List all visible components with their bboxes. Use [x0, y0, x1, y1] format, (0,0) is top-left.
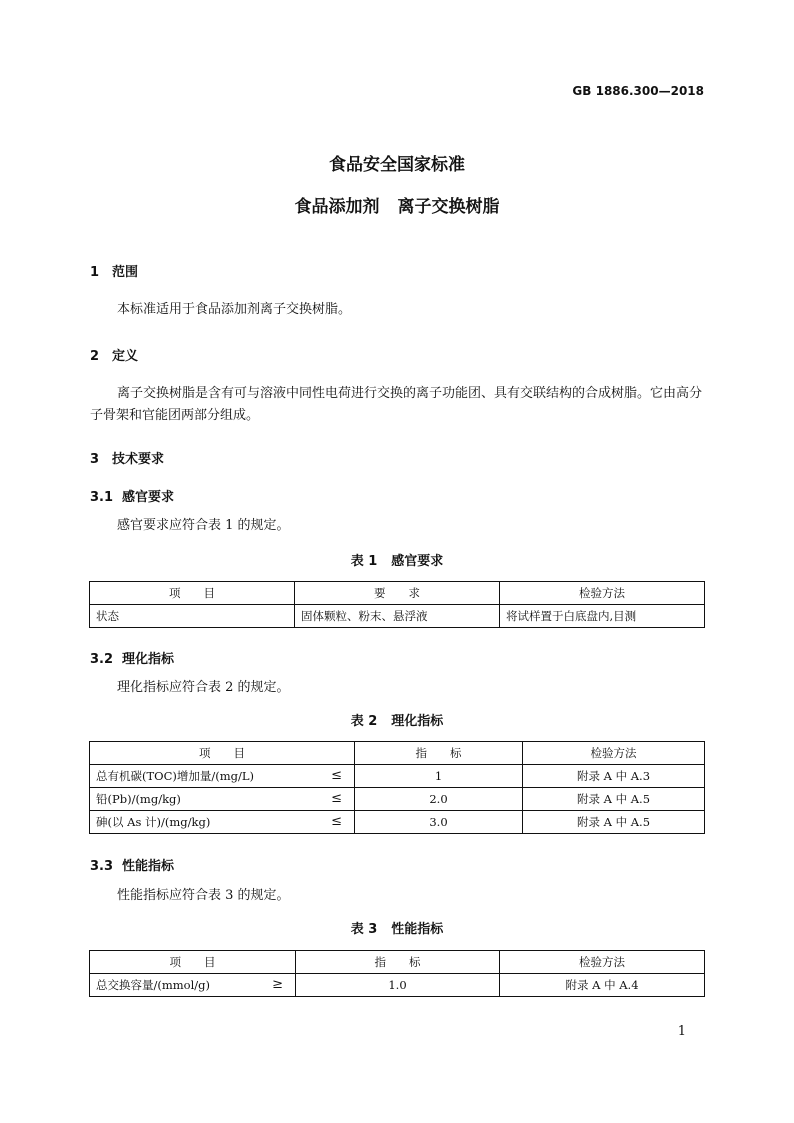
column-header: 指 标 [296, 951, 500, 974]
cell-item [90, 974, 296, 997]
table-row [90, 788, 705, 811]
section-3-2-heading [90, 648, 174, 667]
cell-method: 将试样置于白底盘内,目测 [500, 605, 705, 628]
comparison-operator: ≤ [331, 814, 342, 829]
column-header: 要 求 [295, 582, 500, 605]
cell-value: 1.0 [296, 974, 500, 997]
item-label: 总有机碳(TOC)增加量/(mg/L) [96, 769, 254, 783]
cell-method: 附录 A 中 A.5 [523, 811, 705, 834]
table-header-row [90, 951, 705, 974]
section-1-text: 本标准适用于食品添加剂离子交换树脂。 [117, 302, 352, 317]
item-label: 总交换容量/(mmol/g) [96, 978, 210, 992]
cell-item [90, 788, 355, 811]
cell-value: 3.0 [355, 811, 523, 834]
cell-method: 附录 A 中 A.4 [500, 974, 705, 997]
section-3-2-text: 理化指标应符合表 2 的规定。 [117, 680, 290, 695]
table-1-caption [0, 550, 794, 569]
section-title: 感官要求 [122, 490, 175, 505]
section-2-text: 离子交换树脂是含有可与溶液中同性电荷进行交换的离子功能团、具有交联结构的合成树脂。它由高分子骨架和官能团两部分组成。 [90, 386, 703, 423]
item-label: 砷(以 As 计)/(mg/kg) [96, 815, 211, 829]
document-title: 食品安全国家标准 [329, 155, 465, 175]
section-3-heading [90, 448, 164, 467]
caption-title: 感官要求 [391, 554, 444, 569]
section-number: 1 [90, 265, 100, 280]
page-number: 1 [677, 1024, 686, 1039]
comparison-operator: ≥ [272, 977, 283, 992]
document-subtitle [0, 192, 794, 217]
table-row [90, 811, 705, 834]
section-2-heading [90, 345, 138, 364]
section-number: 2 [90, 349, 100, 364]
table-header-row [90, 742, 705, 765]
standard-code: GB 1886.300—2018 [572, 84, 704, 98]
caption-number: 表 2 [350, 714, 378, 729]
cell-method: 附录 A 中 A.3 [523, 765, 705, 788]
caption-title: 性能指标 [391, 922, 444, 937]
column-header: 检验方法 [500, 582, 705, 605]
column-header: 项 目 [90, 742, 355, 765]
caption-number: 表 3 [350, 922, 378, 937]
section-3-3-heading [90, 855, 174, 874]
cell-value: 2.0 [355, 788, 523, 811]
cell-item [90, 811, 355, 834]
section-title: 性能指标 [122, 859, 175, 874]
comparison-operator: ≤ [331, 791, 342, 806]
section-3-1-heading [90, 486, 174, 505]
section-number: 3 [90, 452, 100, 467]
column-header: 指 标 [355, 742, 523, 765]
cell-requirement: 固体颗粒、粉末、悬浮液 [295, 605, 500, 628]
column-header: 检验方法 [500, 951, 705, 974]
section-title: 定义 [112, 349, 139, 364]
table-row [90, 605, 705, 628]
cell-method: 附录 A 中 A.5 [523, 788, 705, 811]
table-2 [89, 741, 705, 834]
table-2-caption [0, 710, 794, 729]
section-number: 3.3 [90, 859, 114, 874]
table-header-row [90, 582, 705, 605]
section-title: 理化指标 [122, 652, 175, 667]
section-number: 3.1 [90, 490, 114, 505]
table-1 [89, 581, 705, 628]
cell-item: 状态 [90, 605, 295, 628]
table-row [90, 765, 705, 788]
section-3-3-text: 性能指标应符合表 3 的规定。 [117, 888, 290, 903]
caption-number: 表 1 [350, 554, 378, 569]
cell-value: 1 [355, 765, 523, 788]
subtitle-part2: 离子交换树脂 [397, 197, 500, 217]
column-header: 检验方法 [523, 742, 705, 765]
comparison-operator: ≤ [331, 768, 342, 783]
item-label: 铅(Pb)/(mg/kg) [96, 792, 181, 806]
section-number: 3.2 [90, 652, 114, 667]
column-header: 项 目 [90, 951, 296, 974]
table-row [90, 974, 705, 997]
subtitle-part1: 食品添加剂 [294, 197, 380, 217]
section-title: 技术要求 [112, 452, 165, 467]
column-header: 项 目 [90, 582, 295, 605]
caption-title: 理化指标 [391, 714, 444, 729]
table-3 [89, 950, 705, 997]
cell-item [90, 765, 355, 788]
section-1-heading [90, 261, 138, 280]
section-3-1-text: 感官要求应符合表 1 的规定。 [117, 518, 290, 533]
section-title: 范围 [112, 265, 139, 280]
table-3-caption [0, 918, 794, 937]
